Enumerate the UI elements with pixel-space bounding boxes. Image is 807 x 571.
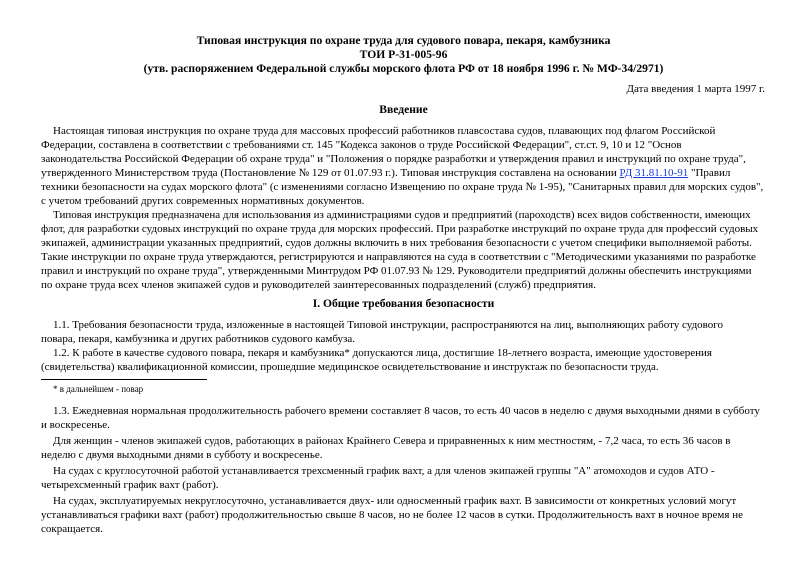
text-line: (свидетельства) квалификационной комиссии, прошедшие медицинское освидетельствование и инструктаж по безопасности труда. — [41, 361, 659, 373]
section-heading-intro: Введение — [379, 103, 428, 116]
text-line: техники безопасности на судах морского флота" (с изменениями согласно Извещению по охране труда № 1-95), "Санитарных правил для морских судов", — [41, 181, 764, 193]
text-line: На судах, эксплуатируемых некруглосуточно, устанавливается двух- или односменный график вахт. В зависимости от конкретных условий могут — [53, 495, 737, 507]
text-line: с учетом требований других современных нормативных документов. — [41, 195, 365, 207]
text-line: 1.1. Требования безопасности труда, изложенные в настоящей Типовой инструкции, распространяются на лиц, выполняющих работу судового — [53, 319, 724, 331]
text-line: На судах с круглосуточной работой устанавливается трехсменный график вахт, а для членов экипажей группы "А" атомоходов и судов АТО - — [53, 465, 715, 477]
text-line: правил и инструкций по охране труда", утвержденными Минтрудом РФ 01.07.93 № 129. Руководители предприятий должны обеспечить инструкциями — [41, 265, 752, 277]
text-line: флот, для разработки судовых инструкций по охране труда для морских профессий. При разработке инструкций по охране труда для профессий судовых — [41, 223, 759, 235]
text-line: по охране труда всех членов экипажей судов и руководителей заинтересованных подразделений (служб) предприятия. — [41, 279, 596, 291]
doc-code: ТОИ Р-31-005-96 — [359, 48, 448, 61]
doc-approval: (утв. распоряжением Федеральной службы морского флота РФ от 18 ноября 1996 г. № МФ-34/2971) — [143, 62, 664, 75]
text-line: Федерации, составлена в соответствии с требованиями ст. 145 "Кодекса законов о труде Российской Федерации", ст.ст. 9, 10 и 12 "Основ — [41, 139, 682, 151]
text-line — [41, 166, 730, 180]
footnote-divider — [41, 379, 207, 380]
text-line: Для женщин - членов экипажей судов, работающих в районах Крайнего Севера и приравненных к ним местностям, - 7,2 часа, то есть 36 часов в — [53, 435, 731, 447]
text-line: и воскресенье. — [41, 419, 110, 431]
text-line: 1.3. Ежедневная нормальная продолжительность рабочего времени составляет 8 часов, то есть 40 часов в неделю с двумя выходными днями в субботу — [53, 405, 760, 417]
text-line: экипажей, администрации указанных предприятий, судов должны включить в них требования безопасности с учетом специфики выполняемой работы. — [41, 237, 752, 249]
text-line: сокращается. — [41, 523, 103, 535]
doc-title: Типовая инструкция по охране труда для судового повара, пекаря, камбузника — [196, 34, 611, 47]
text-line: Настоящая типовая инструкция по охране труда для массовых профессий работников плавсостава судов, плавающих под флагом Российской — [53, 125, 716, 137]
text-line: устанавливаться графики вахт (работ) продолжительностью свыше 8 часов, но не более 12 часов в сутки. Продолжительность вахт в ночное время не — [41, 509, 743, 521]
intro-date: Дата введения 1 марта 1997 г. — [626, 83, 765, 95]
text-line: неделю с двумя выходными днями в субботу и воскресенье. — [41, 449, 323, 461]
section-heading-general: I. Общие требования безопасности — [312, 297, 495, 310]
text-line: повара, пекаря, камбузника и других работников судового камбуза. — [41, 333, 356, 345]
text-segment: утвержденного Министерством труда (Постановление № 129 от 01.07.93 г.). Типовая инструкция составлена на основании — [41, 167, 617, 179]
rd-31-81-10-91-link[interactable]: РД 31.81.10-91 — [619, 167, 689, 179]
text-line: Такие инструкции по охране труда утверждаются, регистрируются и направляются на суда в соответствии с "Методическими указаниями по разработке — [41, 251, 756, 263]
text-segment: "Правил — [690, 167, 731, 179]
footnote: * в дальнейшем - повар — [53, 384, 144, 394]
text-line: Типовая инструкция предназначена для использования из администрациями судов и предприятий (пароходств) всех видов собственности, имеющих — [53, 209, 751, 221]
text-line: законодательства Российской Федерации об охране труда" и "Положения о порядке разработки и утверждения правил и инструкций по охране труда", — [41, 153, 746, 165]
text-line: четырехсменный график вахт (работ). — [41, 479, 219, 491]
text-line: 1.2. К работе в качестве судового повара, пекаря и камбузника* допускаются лица, достигшие 18-летнего возраста, имеющие удостоверения — [53, 347, 712, 359]
